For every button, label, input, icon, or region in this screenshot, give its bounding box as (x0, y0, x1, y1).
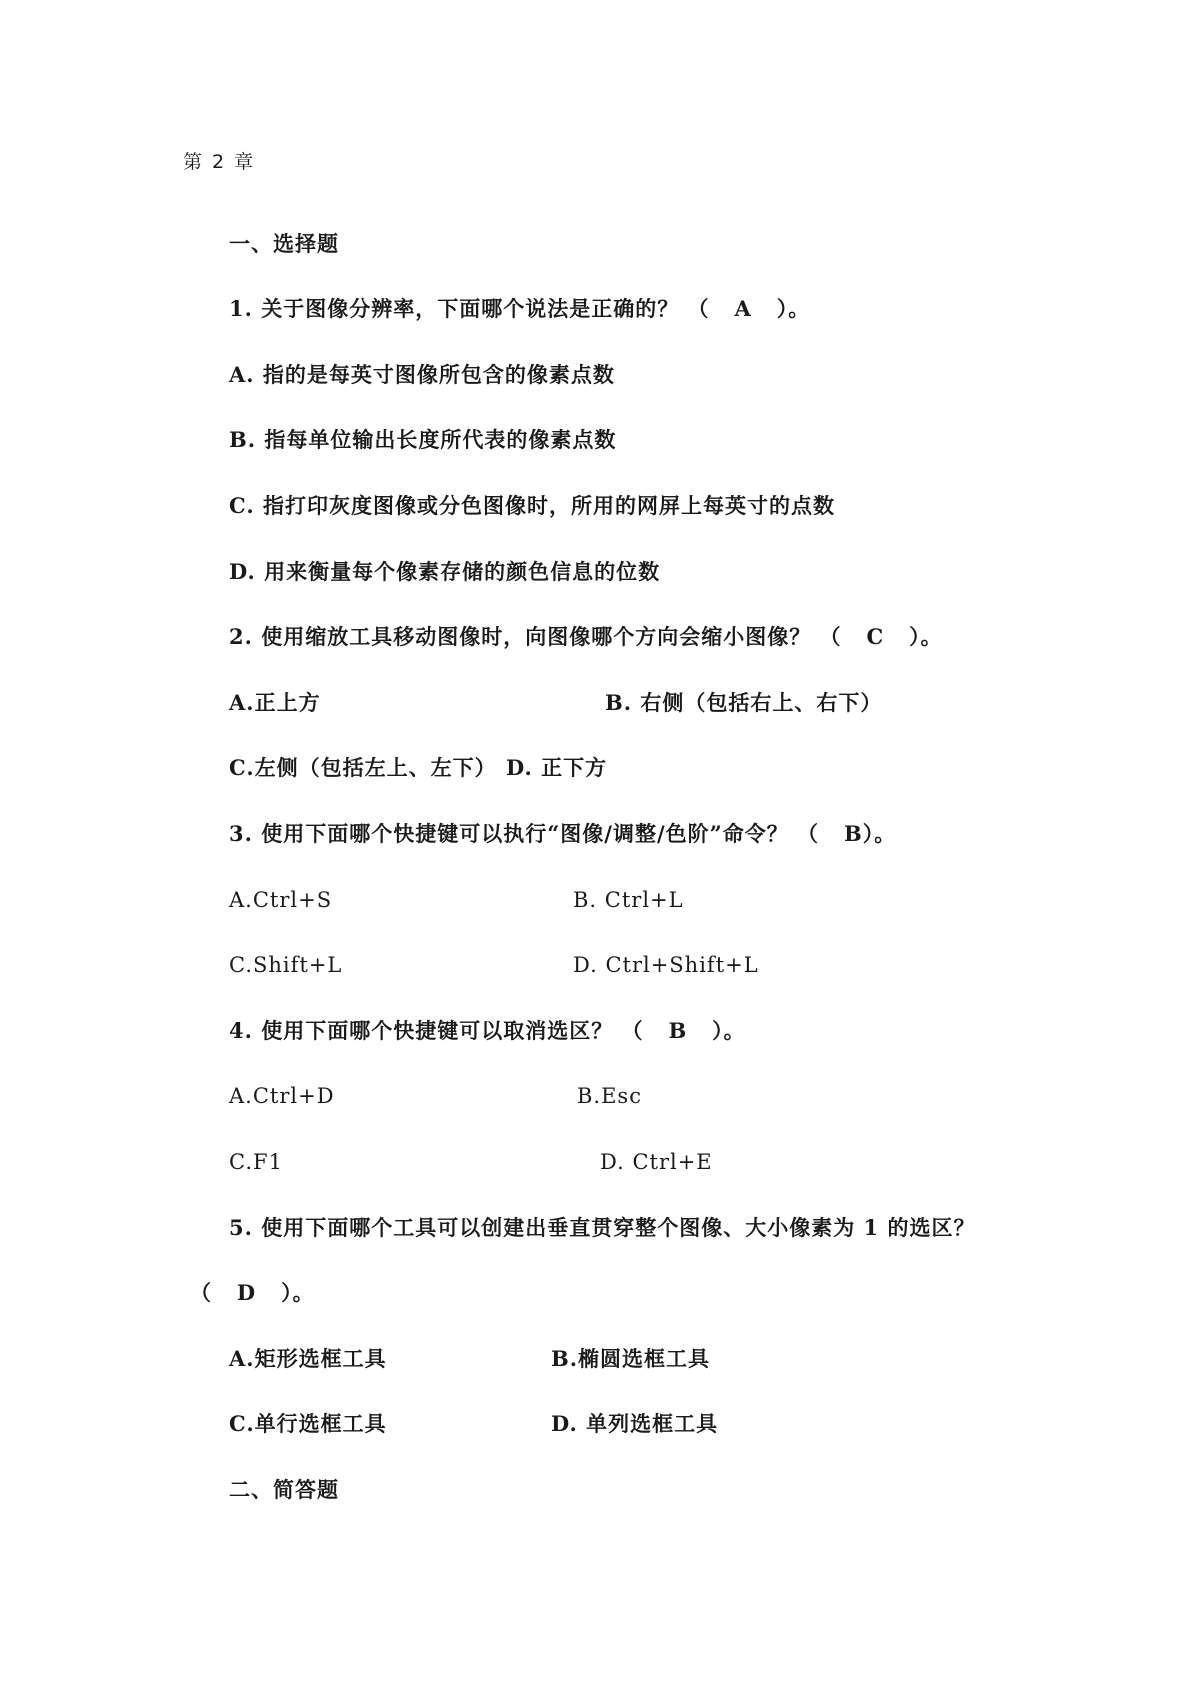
q5-option-b: B.椭圆选框工具 (551, 1346, 711, 1371)
q1-option-c: C. 指打印灰度图像或分色图像时，所用的网屏上每英寸的点数 (229, 493, 835, 518)
chapter-heading: 第 2 章 (183, 151, 256, 173)
q1-option-a: A. 指的是每英寸图像所包含的像素点数 (229, 362, 615, 387)
q5-option-c: C.单行选框工具 (229, 1411, 387, 1436)
q4-option-c: C.F1 (229, 1150, 283, 1174)
q3-option-c: C.Shift+L (229, 953, 343, 977)
question-4: 4. 使用下面哪个快捷键可以取消选区？ （ B ）。 (229, 1018, 746, 1043)
q4-option-d: D. Ctrl+E (600, 1150, 713, 1174)
q4-option-a: A.Ctrl+D (229, 1084, 335, 1108)
section-heading-short-answer: 二、简答题 (229, 1477, 339, 1502)
q2-option-d: D. 正下方 (506, 755, 608, 780)
question-1: 1. 关于图像分辨率，下面哪个说法是正确的？ （ A ）。 (229, 296, 811, 321)
q2-option-c: C.左侧（包括左上、左下） (229, 755, 497, 780)
q3-option-b: B. Ctrl+L (573, 888, 684, 912)
q2-option-b: B. 右侧（包括右上、右下） (605, 690, 883, 715)
q1-option-d: D. 用来衡量每个像素存储的颜色信息的位数 (229, 559, 661, 584)
question-3: 3. 使用下面哪个快捷键可以执行“图像/调整/色阶”命令？ （ B）。 (229, 821, 897, 846)
q1-option-b: B. 指每单位输出长度所代表的像素点数 (229, 427, 617, 452)
q4-option-b: B.Esc (577, 1084, 642, 1108)
question-5-line-2: （ D ）。 (190, 1280, 315, 1305)
question-2: 2. 使用缩放工具移动图像时，向图像哪个方向会缩小图像？ （ C ）。 (229, 624, 943, 649)
q3-option-a: A.Ctrl+S (229, 888, 333, 912)
section-heading-multiple-choice: 一、选择题 (229, 231, 339, 256)
q3-option-d: D. Ctrl+Shift+L (573, 953, 759, 977)
q5-option-a: A.矩形选框工具 (229, 1346, 387, 1371)
q5-option-d: D. 单列选框工具 (551, 1411, 719, 1436)
question-5-line-1: 5. 使用下面哪个工具可以创建出垂直贯穿整个图像、大小像素为 1 的选区？ (229, 1215, 976, 1240)
q2-option-a: A.正上方 (229, 690, 321, 715)
